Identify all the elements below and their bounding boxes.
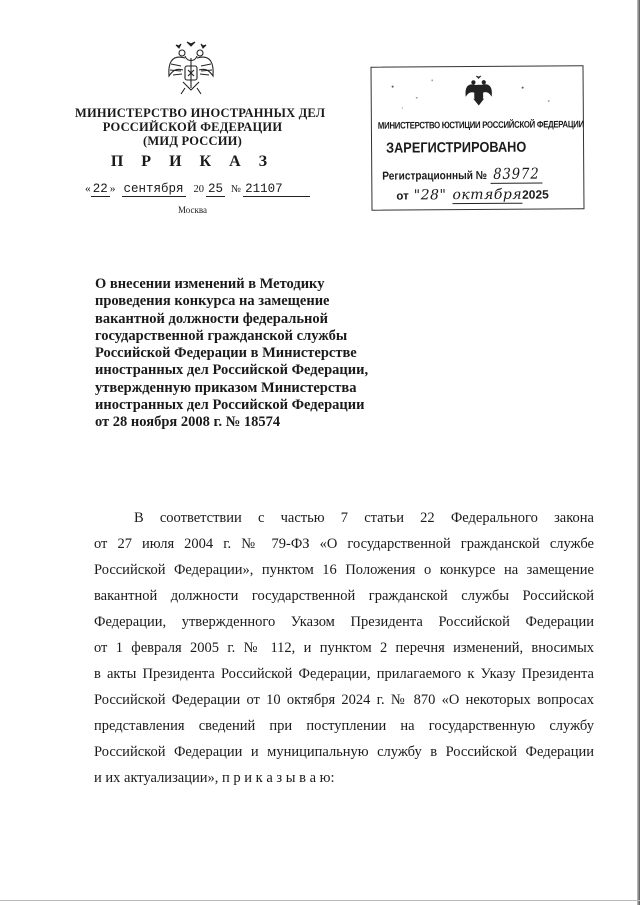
ministry-line: МИНИСТЕРСТВО ИНОСТРАННЫХ ДЕЛ (75, 106, 326, 120)
title-line: утвержденную приказом Министерства (95, 379, 357, 396)
stamp-speck (402, 108, 403, 109)
ministry-line: (МИД РОССИИ) (143, 134, 242, 148)
russian-coat-of-arms-icon (165, 40, 217, 96)
body-line: от 1 февраля 2005 г. № 112, и пунктом 2 перечня изменений, вносимых (94, 640, 594, 656)
registration-stamp (370, 65, 584, 210)
title-line: проведения конкурса на замещение (95, 293, 330, 310)
body-line: Российской Федерации от 10 октября 2024 г. № 870 «О некоторых вопросах (94, 692, 594, 708)
stamp-speck (416, 97, 418, 98)
body-line: В соответствии с частью 7 статьи 22 Федерального закона (134, 510, 594, 526)
date-close-quote: » (109, 183, 116, 195)
order-title: П Р И К А З (110, 153, 275, 170)
body-line: представления сведений при поступлении на государственную службу (94, 718, 594, 734)
stamp-status: ЗАРЕГИСТРИРОВАНО (386, 139, 527, 157)
stamp-reg-label: Регистрационный № (382, 169, 488, 183)
title-line: государственной гражданской службы (95, 327, 348, 344)
document-body (94, 505, 594, 791)
document-title (95, 276, 395, 432)
order-number: 21107 (243, 182, 310, 197)
stamp-date-prefix: от (396, 190, 409, 203)
order-century: 20 (193, 184, 205, 195)
body-line: от 27 июля 2004 г. № 79-ФЗ «О государственной гражданской службе (94, 536, 594, 552)
stamp-speck (392, 86, 394, 88)
stamp-date-day: "28" (413, 187, 447, 204)
date-open-quote: « (85, 183, 91, 195)
order-number-label: № (231, 184, 242, 195)
title-line: Российской Федерации в Министерстве (95, 345, 357, 362)
order-day: 22 (92, 182, 108, 196)
stamp-date (396, 187, 549, 205)
order-date-line (85, 182, 310, 197)
russian-coat-of-arms-icon (464, 74, 494, 108)
stamp-reg-number: 83972 (490, 165, 542, 184)
stamp-date-month: октября (452, 186, 523, 204)
title-line: О внесении изменений в Методику (95, 276, 325, 292)
stamp-speck (548, 100, 550, 101)
title-line: иностранных дел Российской Федерации, (95, 362, 369, 379)
title-line: от 28 ноября 2008 г. № 18574 (95, 414, 281, 431)
title-line: вакантной должности федеральной (95, 310, 328, 327)
ministry-header (75, 106, 326, 148)
stamp-registration (382, 165, 542, 185)
stamp-speck (432, 79, 433, 81)
order-year: 25 (208, 182, 224, 196)
body-line: вакантной должности государственной гражданской службы Российской (94, 588, 594, 604)
stamp-organization: МИНИСТЕРСТВО ЮСТИЦИИ РОССИЙСКОЙ ФЕДЕРАЦИИ (377, 119, 584, 132)
order-city: Москва (178, 205, 207, 215)
body-line: Российской Федерации и муниципальную службу в Российской Федерации (94, 744, 594, 760)
body-line: Российской Федерации», пунктом 16 Положения о конкурсе на замещение (94, 562, 594, 578)
title-line: иностранных дел Российской Федерации (95, 397, 365, 414)
stamp-date-year: 2025 (522, 187, 549, 202)
body-line: в акты Президента Российской Федерации, прилагаемого к Указу Президента (94, 666, 594, 682)
body-line: Федерации, утвержденного Указом Президента Российской Федерации (94, 614, 594, 630)
scan-bottom-edge (0, 900, 640, 901)
ministry-line: РОССИЙСКОЙ ФЕДЕРАЦИИ (102, 120, 283, 134)
order-month: сентября (123, 182, 184, 196)
body-line: и их актуализации», п р и к а з ы в а ю: (94, 770, 335, 786)
stamp-speck (522, 87, 524, 89)
